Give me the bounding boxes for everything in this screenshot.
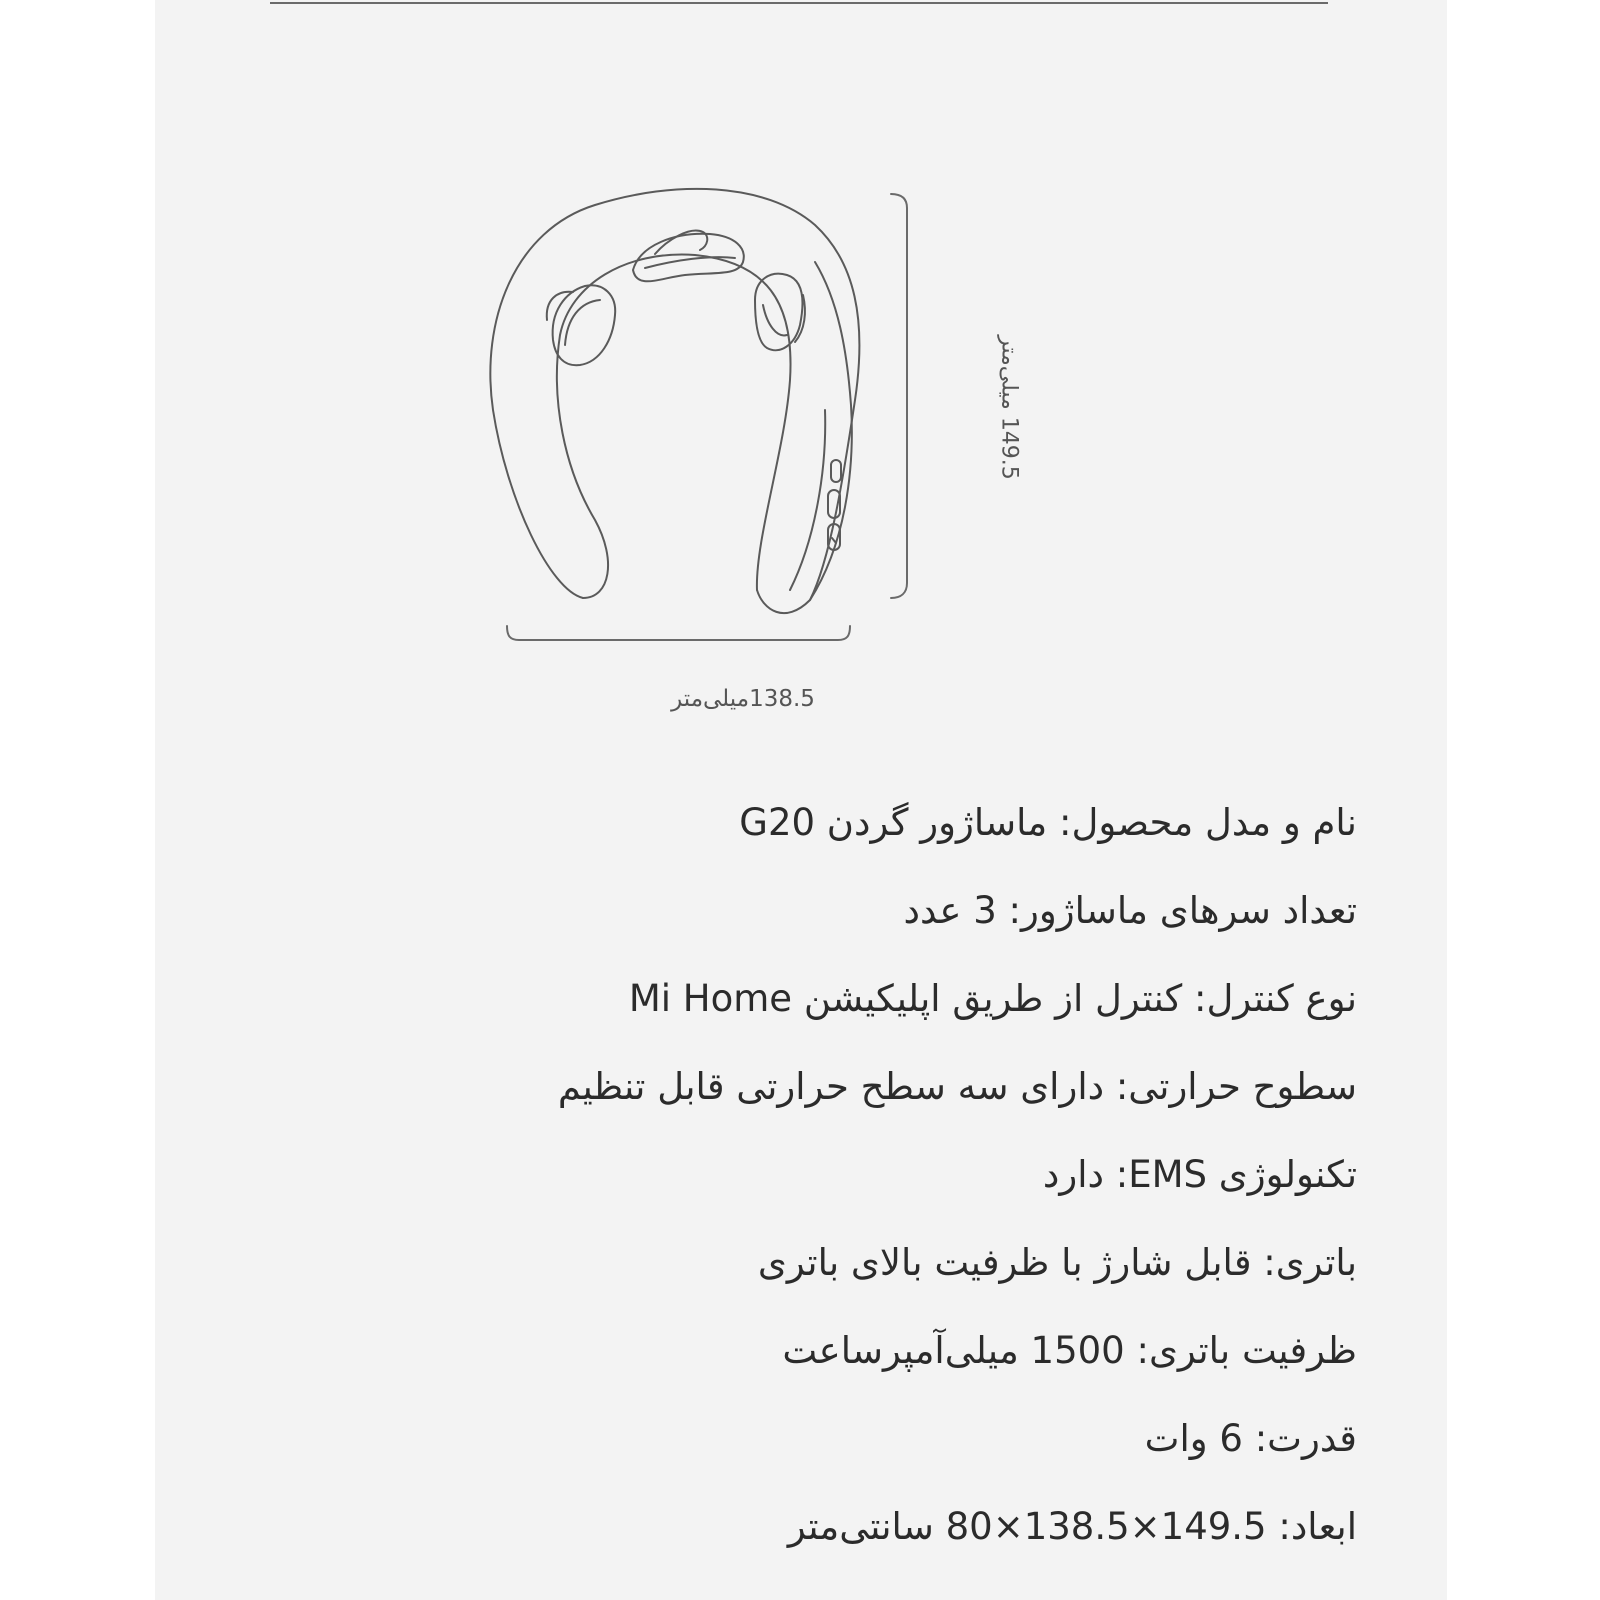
massager-outer-outline (490, 189, 859, 613)
power-button (831, 460, 841, 482)
neck-massager-drawing (155, 0, 1447, 760)
spec-ems: تکنولوژی EMS: دارد (1042, 1153, 1357, 1196)
spec-dimensions: ابعاد: 149.5×138.5×80 سانتی‌متر (787, 1505, 1357, 1548)
massage-head-left (547, 285, 615, 365)
height-dimension-label: 149.5 میلی‌متر (996, 335, 1022, 480)
spec-massage-heads: تعداد سرهای ماساژور: 3 عدد (903, 889, 1357, 932)
height-dimension-line (891, 194, 907, 598)
side-panel-inner-line (790, 410, 825, 590)
massage-head-right (755, 274, 805, 351)
spec-battery-capacity: ظرفیت باتری: 1500 میلی‌آمپرساعت (782, 1329, 1357, 1372)
spec-power: قدرت: 6 وات (1144, 1417, 1357, 1460)
spec-list (257, 800, 1357, 1592)
spec-control-type: نوع کنترل: کنترل از طریق اپلیکیشن Mi Home (628, 977, 1357, 1020)
width-dimension-label: 138.5میلی‌متر (671, 686, 815, 712)
product-panel (155, 0, 1447, 1600)
spec-heat-levels: سطوح حرارتی: دارای سه سطح حرارتی قابل تنظیم (557, 1065, 1357, 1108)
massage-head-center (633, 231, 744, 282)
spec-product-name: نام و مدل محصول: ماساژور گردن G20 (739, 801, 1357, 844)
spec-battery: باتری: قابل شارژ با ظرفیت بالای باتری (757, 1241, 1357, 1284)
width-dimension-line (507, 626, 850, 640)
